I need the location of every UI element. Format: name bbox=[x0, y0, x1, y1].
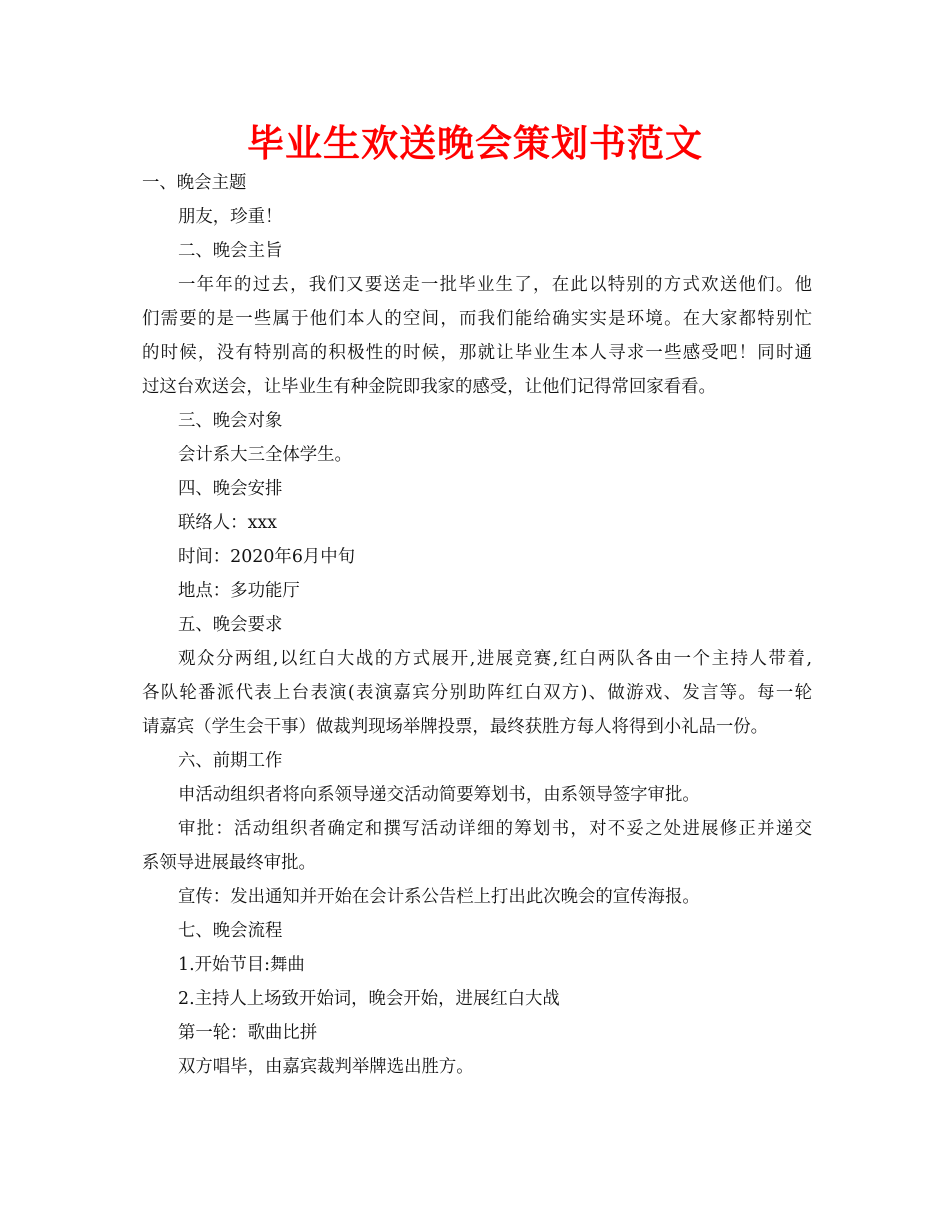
paragraph-line: 各队轮番派代表上台表演(表演嘉宾分别助阵红白双方)、做游戏、发言等。每一轮 bbox=[142, 683, 812, 703]
paragraph-line: 1.开始节目:舞曲 bbox=[178, 955, 305, 975]
paragraph-line: 的时候，没有特别高的积极性的时候，那就让毕业生本人寻求一些感受吧！同时通 bbox=[142, 343, 812, 363]
paragraph-line: 系领导进展最终审批。 bbox=[142, 853, 316, 873]
paragraph-line: 五、晚会要求 bbox=[178, 615, 283, 635]
paragraph-line: 地点：多功能厅 bbox=[178, 581, 300, 601]
document-title: 毕业生欢送晚会策划书范文 bbox=[247, 122, 703, 165]
paragraph-line: 三、晚会对象 bbox=[178, 411, 283, 431]
paragraph-line: 第一轮：歌曲比拼 bbox=[178, 1023, 318, 1043]
document-body bbox=[142, 166, 812, 1084]
paragraph-line: 六、前期工作 bbox=[178, 751, 283, 771]
paragraph-line: 朋友，珍重！ bbox=[178, 207, 283, 227]
paragraph-line: 会计系大三全体学生。 bbox=[178, 445, 352, 465]
paragraph-line: 申活动组织者将向系领导递交活动简要筹划书，由系领导签字审批。 bbox=[178, 785, 700, 805]
paragraph-line: 过这台欢送会，让毕业生有种金院即我家的感受，让他们记得常回家看看。 bbox=[142, 377, 716, 397]
paragraph-line: 联络人：xxx bbox=[178, 513, 277, 533]
paragraph-line: 观众分两组,以红白大战的方式展开,进展竞赛,红白两队各由一个主持人带着, bbox=[178, 649, 812, 669]
paragraph-line: 七、晚会流程 bbox=[178, 921, 283, 941]
paragraph-line: 一、晚会主题 bbox=[142, 173, 247, 193]
paragraph-line: 双方唱毕，由嘉宾裁判举牌选出胜方。 bbox=[178, 1057, 474, 1077]
paragraph-line: 二、晚会主旨 bbox=[178, 241, 283, 261]
paragraph-line: 一年年的过去，我们又要送走一批毕业生了，在此以特别的方式欢送他们。他 bbox=[178, 275, 812, 295]
paragraph-line: 时间：2020年6月中旬 bbox=[178, 547, 356, 567]
paragraph-line: 们需要的是一些属于他们本人的空间，而我们能给确实实是环境。在大家都特别忙 bbox=[142, 309, 812, 329]
paragraph-line: 2.主持人上场致开始词，晚会开始，进展红白大战 bbox=[178, 989, 560, 1009]
paragraph-line: 宣传：发出通知并开始在会计系公告栏上打出此次晚会的宣传海报。 bbox=[178, 887, 700, 907]
paragraph-line: 四、晚会安排 bbox=[178, 479, 283, 499]
paragraph-line: 请嘉宾（学生会干事）做裁判现场举牌投票，最终获胜方每人将得到小礼品一份。 bbox=[142, 717, 769, 737]
paragraph-line: 审批：活动组织者确定和撰写活动详细的筹划书，对不妥之处进展修正并递交 bbox=[178, 819, 812, 839]
